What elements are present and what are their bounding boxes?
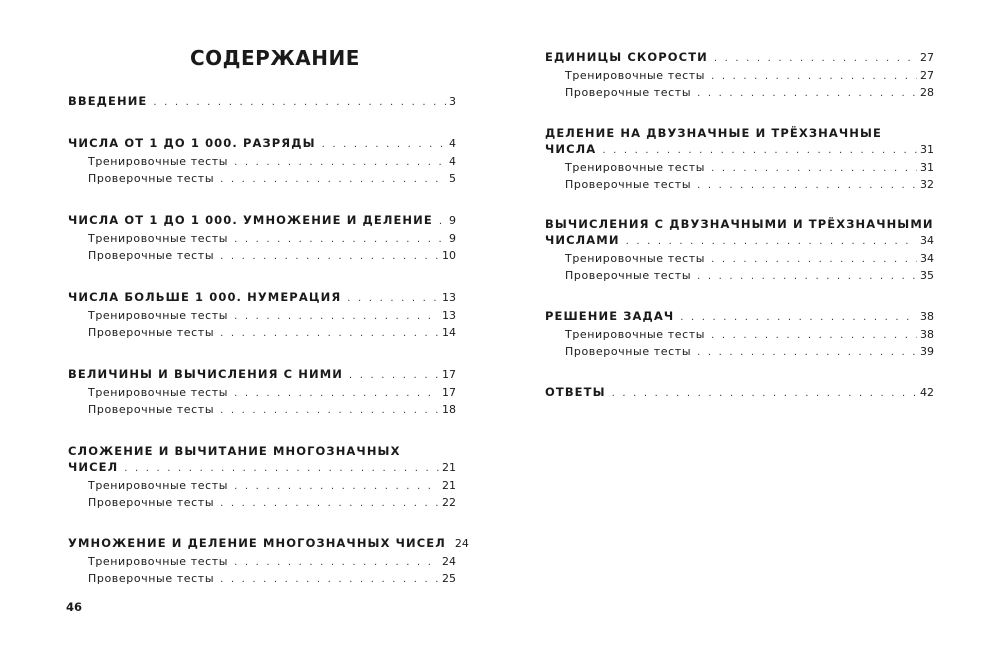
toc-subentry-page: 10 — [442, 249, 456, 262]
toc-section — [545, 126, 934, 194]
toc-section-entry[interactable] — [68, 136, 456, 152]
dot-leader — [220, 498, 439, 509]
toc-subentry-page: 4 — [449, 155, 456, 168]
dot-leader — [124, 463, 439, 474]
toc-subentry-page: 34 — [920, 252, 934, 265]
toc-subentry[interactable] — [68, 403, 456, 419]
dot-leader — [697, 180, 917, 191]
toc-subentry-page: 35 — [920, 269, 934, 282]
dot-leader — [626, 236, 917, 247]
dot-leader — [234, 311, 439, 322]
dot-leader — [697, 88, 917, 99]
toc-section-entry-page: 21 — [442, 461, 456, 474]
toc-section-entry-label: ЧИСЛА ОТ 1 ДО 1 000. РАЗРЯДЫ — [68, 136, 316, 150]
toc-section — [68, 290, 456, 342]
toc-section-entry[interactable] — [545, 309, 934, 325]
toc-section-entry[interactable] — [68, 460, 456, 476]
toc-section — [545, 385, 934, 404]
toc-subentry-label: Тренировочные тесты — [88, 309, 229, 322]
toc-subentry[interactable] — [545, 345, 934, 361]
toc-subentry-page: 38 — [920, 328, 934, 341]
toc-section-entry-label: УМНОЖЕНИЕ И ДЕЛЕНИЕ МНОГОЗНАЧНЫХ ЧИСЕЛ — [68, 536, 446, 550]
dot-leader — [680, 312, 917, 323]
toc-subentry-label: Проверочные тесты — [88, 496, 215, 509]
toc-section-title-line: СЛОЖЕНИЕ И ВЫЧИТАНИЕ МНОГОЗНАЧНЫХ — [68, 444, 401, 458]
toc-subentry-label: Проверочные тесты — [565, 345, 692, 358]
toc-subentry-page: 31 — [920, 161, 934, 174]
toc-section-entry[interactable] — [545, 385, 934, 401]
dot-leader — [439, 216, 446, 227]
toc-subentry-label: Проверочные тесты — [565, 269, 692, 282]
page-title: СОДЕРЖАНИЕ — [190, 46, 360, 70]
toc-subentry-label: Тренировочные тесты — [565, 69, 706, 82]
toc-subentry-label: Тренировочные тесты — [565, 328, 706, 341]
dot-leader — [153, 97, 446, 108]
toc-subentry-label: Тренировочные тесты — [88, 386, 229, 399]
page-number: 46 — [66, 600, 83, 614]
toc-subentry-label: Проверочные тесты — [565, 178, 692, 191]
toc-subentry[interactable] — [68, 232, 456, 248]
dot-leader — [234, 234, 446, 245]
toc-subentry[interactable] — [545, 269, 934, 285]
toc-subentry-label: Тренировочные тесты — [88, 479, 229, 492]
dot-leader — [220, 328, 439, 339]
dot-leader — [220, 574, 439, 585]
toc-subentry-label: Тренировочные тесты — [88, 232, 229, 245]
dot-leader — [697, 347, 917, 358]
toc-subentry-label: Тренировочные тесты — [88, 155, 229, 168]
toc-section — [68, 94, 456, 113]
toc-subentry[interactable] — [68, 326, 456, 342]
toc-subentry-label: Проверочные тесты — [88, 326, 215, 339]
toc-section-entry-page: 34 — [920, 234, 934, 247]
toc-section-entry-label: ЧИСЕЛ — [68, 460, 119, 474]
toc-section-entry-label: ВЕЛИЧИНЫ И ВЫЧИСЛЕНИЯ С НИМИ — [68, 367, 344, 381]
toc-section-entry-label: ЧИСЛА БОЛЬШЕ 1 000. НУМЕРАЦИЯ — [68, 290, 342, 304]
toc-subentry-page: 14 — [442, 326, 456, 339]
toc-subentry-page: 32 — [920, 178, 934, 191]
dot-leader — [602, 145, 917, 156]
toc-subentry[interactable] — [68, 479, 456, 495]
toc-section-entry-label: ЧИСЛА ОТ 1 ДО 1 000. УМНОЖЕНИЕ И ДЕЛЕНИЕ — [68, 213, 433, 227]
toc-section — [545, 50, 934, 102]
toc-subentry-page: 22 — [442, 496, 456, 509]
toc-section-entry-label: ЕДИНИЦЫ СКОРОСТИ — [545, 50, 708, 64]
toc-subentry[interactable] — [545, 178, 934, 194]
toc-section-entry-page: 13 — [442, 291, 456, 304]
toc-section — [545, 309, 934, 361]
toc-subentry-label: Тренировочные тесты — [565, 252, 706, 265]
toc-section-entry-label: РЕШЕНИЕ ЗАДАЧ — [545, 309, 675, 323]
dot-leader — [711, 71, 917, 82]
dot-leader — [347, 293, 439, 304]
toc-section-entry[interactable] — [545, 233, 934, 249]
dot-leader — [220, 405, 439, 416]
toc-section-entry-page: 42 — [920, 386, 934, 399]
toc-section-entry[interactable] — [68, 94, 456, 110]
toc-section-entry-label: ВВЕДЕНИЕ — [68, 94, 148, 108]
toc-subentry-page: 18 — [442, 403, 456, 416]
toc-section-title-line: ДЕЛЕНИЕ НА ДВУЗНАЧНЫЕ И ТРЁХЗНАЧНЫЕ — [545, 126, 882, 140]
toc-subentry-page: 9 — [449, 232, 456, 245]
toc-section-entry[interactable] — [545, 50, 934, 66]
dot-leader — [234, 481, 439, 492]
toc-section-entry-page: 38 — [920, 310, 934, 323]
toc-subentry[interactable] — [545, 328, 934, 344]
dot-leader — [220, 174, 446, 185]
toc-section-entry-page: 17 — [442, 368, 456, 381]
dot-leader — [711, 163, 917, 174]
toc-section-entry-label: ЧИСЛАМИ — [545, 233, 620, 247]
dot-leader — [220, 251, 439, 262]
toc-section — [545, 217, 934, 285]
toc-section-entry-label: ЧИСЛА — [545, 142, 597, 156]
toc-subentry[interactable] — [545, 252, 934, 268]
toc-subentry-label: Проверочные тесты — [565, 86, 692, 99]
toc-subentry-label: Проверочные тесты — [88, 172, 215, 185]
toc-section — [68, 444, 456, 512]
toc-section-title-line: ВЫЧИСЛЕНИЯ С ДВУЗНАЧНЫМИ И ТРЁХЗНАЧНЫМИ — [545, 217, 934, 231]
toc-subentry[interactable] — [68, 496, 456, 512]
dot-leader — [711, 330, 917, 341]
dot-leader — [714, 53, 917, 64]
toc-subentry[interactable] — [68, 386, 456, 402]
toc-subentry[interactable] — [68, 172, 456, 188]
toc-subentry-page: 39 — [920, 345, 934, 358]
toc-subentry-page: 24 — [442, 555, 456, 568]
toc-subentry-label: Проверочные тесты — [88, 572, 215, 585]
toc-subentry[interactable] — [68, 155, 456, 171]
dot-leader — [349, 370, 439, 381]
dot-leader — [234, 388, 439, 399]
toc-subentry-label: Проверочные тесты — [88, 403, 215, 416]
toc-subentry-page: 5 — [449, 172, 456, 185]
toc-section-entry[interactable] — [545, 142, 934, 158]
toc-section — [68, 213, 456, 265]
dot-leader — [697, 271, 917, 282]
toc-subentry-page: 25 — [442, 572, 456, 585]
toc-subentry[interactable] — [68, 249, 456, 265]
dot-leader — [234, 157, 446, 168]
toc-section-entry[interactable] — [68, 367, 456, 383]
toc-subentry[interactable] — [68, 555, 456, 571]
toc-section — [68, 136, 456, 188]
toc-subentry[interactable] — [545, 86, 934, 102]
toc-subentry[interactable] — [545, 161, 934, 177]
toc-subentry-page: 21 — [442, 479, 456, 492]
toc-section-entry-page: 3 — [449, 95, 456, 108]
toc-subentry-label: Тренировочные тесты — [565, 161, 706, 174]
toc-section-entry[interactable] — [68, 536, 469, 552]
toc-subentry-label: Тренировочные тесты — [88, 555, 229, 568]
toc-section-entry-page: 31 — [920, 143, 934, 156]
toc-subentry[interactable] — [68, 309, 456, 325]
toc-subentry-page: 13 — [442, 309, 456, 322]
toc-section-entry-page: 4 — [449, 137, 456, 150]
toc-subentry-page: 27 — [920, 69, 934, 82]
dot-leader — [234, 557, 439, 568]
toc-subentry-page: 17 — [442, 386, 456, 399]
toc-section-entry-page: 27 — [920, 51, 934, 64]
toc-subentry[interactable] — [545, 69, 934, 85]
toc-section-entry-page: 24 — [454, 537, 469, 550]
toc-subentry[interactable] — [68, 572, 456, 588]
toc-section-entry[interactable] — [68, 290, 456, 306]
toc-section-entry-label: ОТВЕТЫ — [545, 385, 606, 399]
dot-leader — [322, 139, 446, 150]
toc-section-entry-page: 9 — [449, 214, 456, 227]
toc-subentry-label: Проверочные тесты — [88, 249, 215, 262]
toc-subentry-page: 28 — [920, 86, 934, 99]
dot-leader — [711, 254, 917, 265]
toc-section — [68, 367, 456, 419]
dot-leader — [612, 388, 917, 399]
toc-section — [68, 536, 469, 588]
toc-section-entry[interactable] — [68, 213, 456, 229]
